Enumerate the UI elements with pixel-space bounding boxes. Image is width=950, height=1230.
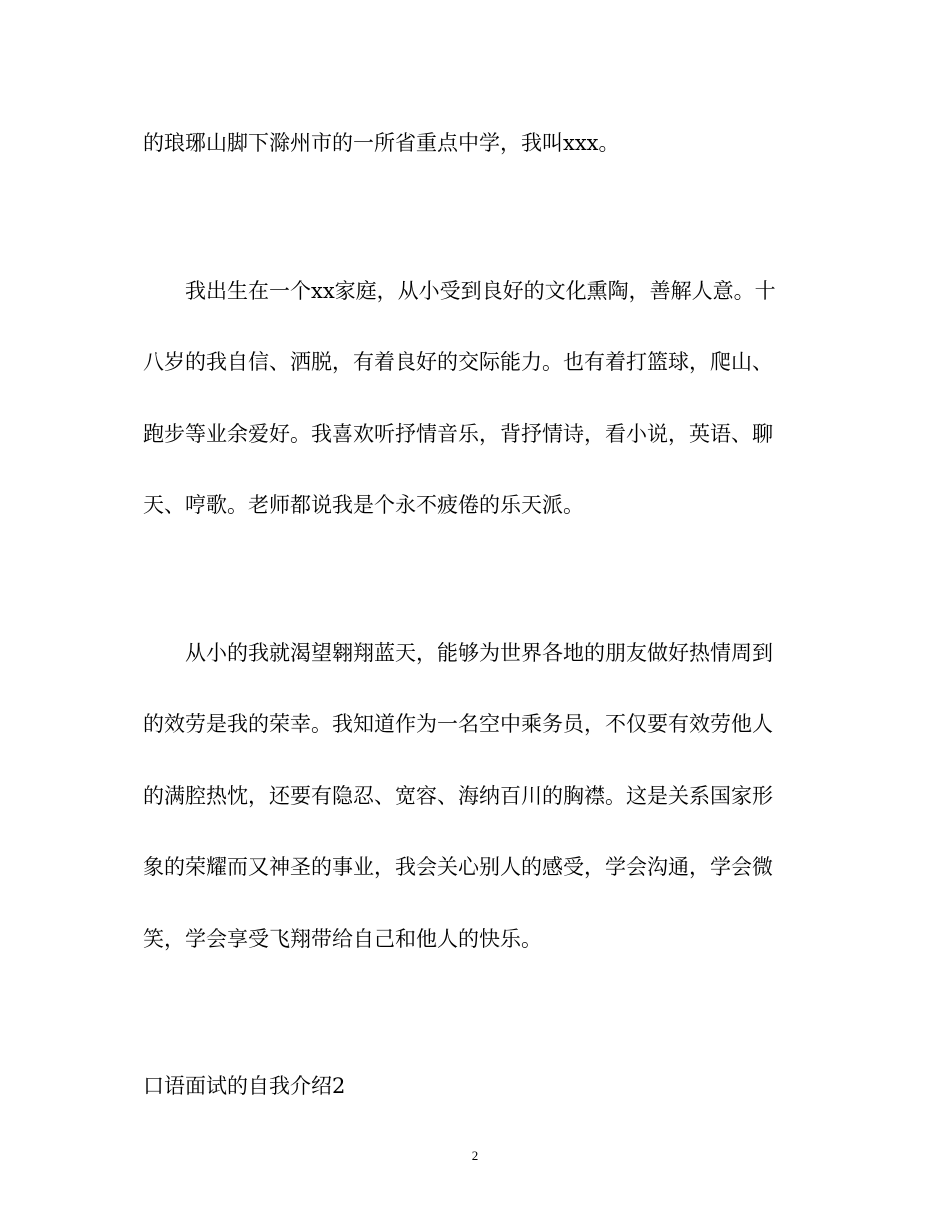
- paragraph-3-line-4: 象的荣耀而又神圣的事业，我会关心别人的感受，学会沟通，学会微: [143, 855, 773, 879]
- paragraph-2-line-4: 天、哼歌。老师都说我是个永不疲倦的乐天派。: [143, 493, 584, 517]
- paragraph-3-line-3: 的满腔热忱，还要有隐忍、宽容、海纳百川的胸襟。这是关系国家形: [143, 784, 773, 808]
- paragraph-3-line-1: 从小的我就渴望翱翔蓝天，能够为世界各地的朋友做好热情周到: [185, 641, 773, 665]
- paragraph-2-line-2: 八岁的我自信、洒脱，有着良好的交际能力。也有着打篮球，爬山、: [143, 350, 773, 374]
- paragraph-2-line-3: 跑步等业余爱好。我喜欢听抒情音乐，背抒情诗，看小说，英语、聊: [143, 422, 773, 446]
- paragraph-3-line-2: 的效劳是我的荣幸。我知道作为一名空中乘务员，不仅要有效劳他人: [143, 712, 773, 736]
- paragraph-3-line-5: 笑，学会享受飞翔带给自己和他人的快乐。: [143, 927, 542, 951]
- paragraph-1-line-1: 的琅琊山脚下滁州市的一所省重点中学，我叫xxx。: [143, 131, 620, 155]
- paragraph-2-line-1: 我出生在一个xx家庭，从小受到良好的文化熏陶，善解人意。十: [185, 279, 776, 303]
- section-heading: 口语面试的自我介绍2: [143, 1074, 346, 1098]
- page-number: 2: [471, 1148, 479, 1163]
